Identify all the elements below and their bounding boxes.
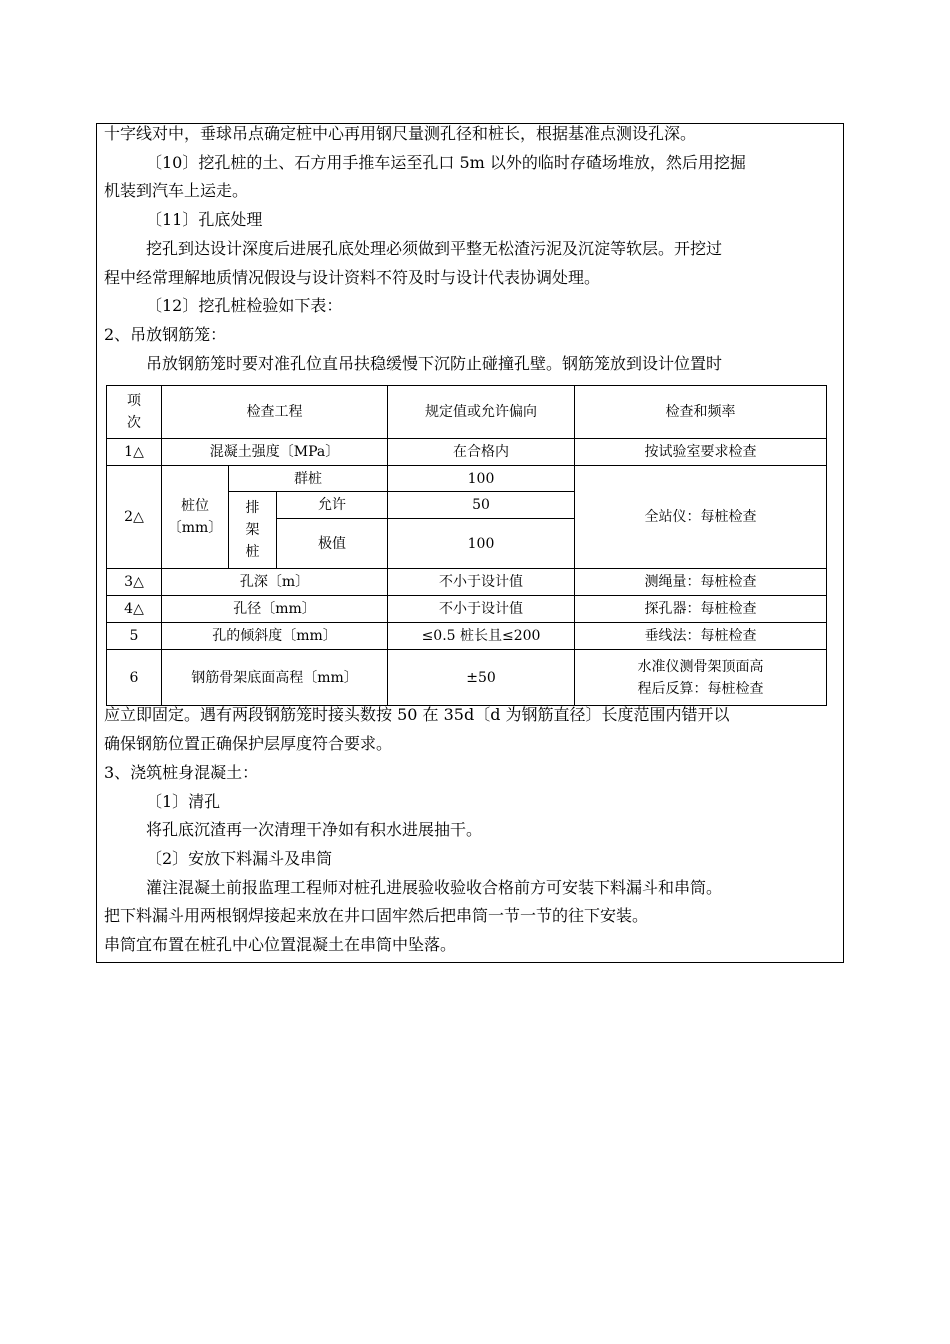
row-method: 水准仪测骨架顶面高 程后反算：每桩检查 — [575, 650, 827, 706]
row-item: 孔深〔m〕 — [162, 569, 388, 596]
row-item: 孔的倾斜度〔mm〕 — [162, 623, 388, 650]
row-method: 测绳量：每桩检查 — [575, 569, 827, 596]
row-no: 5 — [107, 623, 162, 650]
table-row — [107, 439, 827, 466]
row-no: 1△ — [107, 439, 162, 466]
limit-label: 极值 — [277, 519, 388, 569]
paragraph-line: 把下料漏斗用两根钢焊接起来放在井口固牢然后把串筒一节一节的往下安装。 — [104, 906, 649, 925]
row-value: 不小于设计值 — [388, 596, 575, 623]
row-method: 垂线法：每桩检查 — [575, 623, 827, 650]
paragraph-line: 吊放钢筋笼时要对准孔位直吊扶稳缓慢下沉防止碰撞孔壁。钢筋笼放到设计位置时 — [146, 354, 723, 373]
table-row — [107, 569, 827, 596]
row-method: 按试验室要求检查 — [575, 439, 827, 466]
row-item: 桩位 〔mm〕 — [162, 466, 229, 569]
paragraph-line: 将孔底沉渣再一次清理干净如有积水进展抽干。 — [146, 820, 483, 839]
row-value: ≤0.5 桩长且≤200 — [388, 623, 575, 650]
table-header-row — [107, 386, 827, 439]
row-item: 混凝土强度〔MPa〕 — [162, 439, 388, 466]
paragraph-line: 十字线对中，垂球吊点确定桩中心再用钢尺量测孔径和桩长，根据基准点测设孔深。 — [104, 124, 697, 143]
allow-value: 50 — [388, 492, 575, 519]
table-row — [107, 623, 827, 650]
paragraph-line: 〔12〕挖孔桩检验如下表： — [146, 296, 343, 315]
table-row — [107, 650, 827, 706]
table-row — [107, 596, 827, 623]
header-check-item: 检查工程 — [162, 386, 388, 439]
allow-label: 允许 — [277, 492, 388, 519]
limit-value: 100 — [388, 519, 575, 569]
group-pile-label: 群桩 — [229, 466, 388, 492]
group-pile-value: 100 — [388, 466, 575, 492]
paragraph-line: 〔11〕孔底处理 — [146, 210, 263, 229]
paragraph-line: 〔2〕安放下料漏斗及串筒 — [146, 849, 333, 868]
row-method: 探孔器：每桩检查 — [575, 596, 827, 623]
header-allowed: 规定值或允许偏向 — [388, 386, 575, 439]
inspection-table — [106, 385, 827, 706]
paragraph-line: 〔1〕清孔 — [146, 792, 221, 811]
row-value: 在合格内 — [388, 439, 575, 466]
row-value: ±50 — [388, 650, 575, 706]
paragraph-line: 串筒宜布置在桩孔中心位置混凝土在串筒中坠落。 — [104, 935, 457, 954]
paragraph-line: 灌注混凝土前报监理工程师对桩孔进展验收验收合格前方可安装下料漏斗和串筒。 — [146, 878, 723, 897]
row-method: 全站仪：每桩检查 — [575, 466, 827, 569]
section-heading: 2、吊放钢筋笼： — [104, 325, 227, 344]
paragraph-line: 机装到汽车上运走。 — [104, 181, 249, 200]
section-heading: 3、浇筑桩身混凝土： — [104, 763, 259, 782]
table-row — [107, 466, 827, 492]
row-no: 4△ — [107, 596, 162, 623]
row-value: 不小于设计值 — [388, 569, 575, 596]
paragraph-line: 确保钢筋位置正确保护层厚度符合要求。 — [104, 734, 393, 753]
row-no: 6 — [107, 650, 162, 706]
header-item-no: 项 次 — [107, 386, 162, 439]
paragraph-line: 程中经常理解地质情况假设与设计资料不符及时与设计代表协调处理。 — [104, 268, 601, 287]
paragraph-line: 挖孔到达设计深度后进展孔底处理必须做到平整无松渣污泥及沉淀等软层。开挖过 — [146, 239, 723, 258]
paragraph-line: 〔10〕挖孔桩的土、石方用手推车运至孔口 5m 以外的临时存碴场堆放，然后用挖掘 — [146, 153, 746, 172]
header-method: 检查和频率 — [575, 386, 827, 439]
row-item: 钢筋骨架底面高程〔mm〕 — [162, 650, 388, 706]
paragraph-line: 应立即固定。遇有两段钢筋笼时接头数按 50 在 35d〔d 为钢筋直径〕长度范围内错开以 — [104, 705, 730, 724]
row-no: 3△ — [107, 569, 162, 596]
row-pile-label: 排 架 桩 — [229, 492, 277, 569]
row-item: 孔径〔mm〕 — [162, 596, 388, 623]
row-no: 2△ — [107, 466, 162, 569]
